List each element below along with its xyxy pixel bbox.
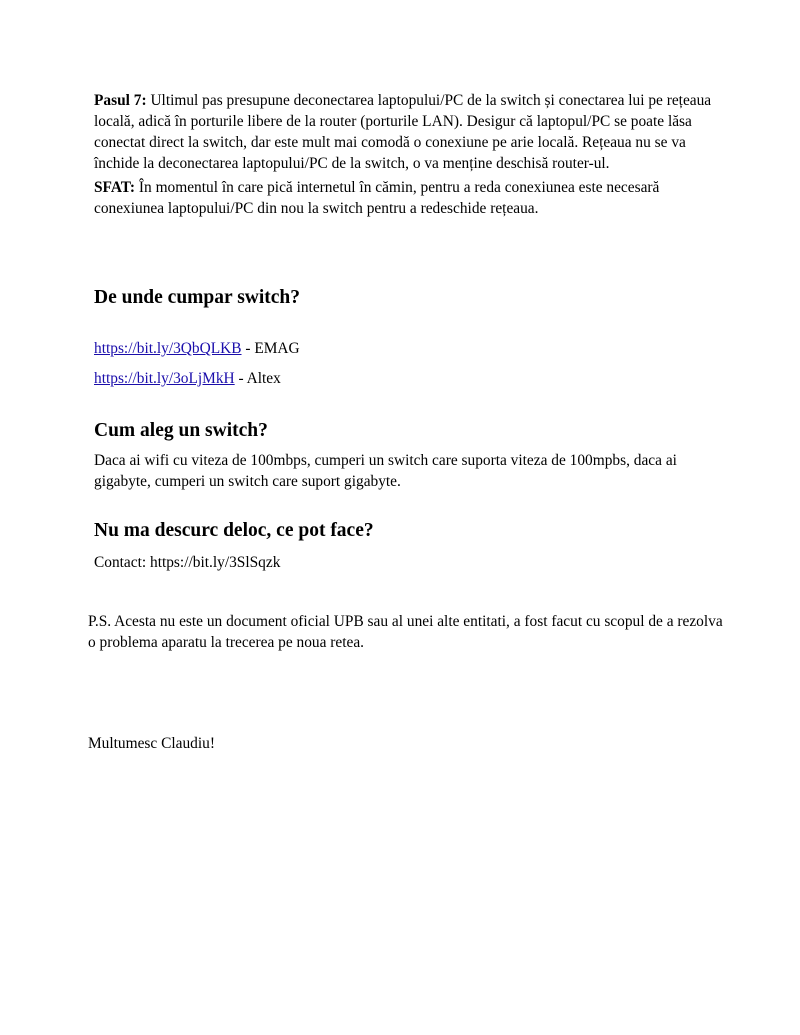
tip-label: SFAT: — [94, 179, 136, 196]
help-heading: Nu ma descurc deloc, ce pot face? — [94, 520, 374, 541]
tip-text: În momentul în care pică internetul în cămin, pentru a reda conexiunea este necesară conexiunea laptopului/PC din nou la switch pentru a redeschide rețeaua. — [94, 179, 660, 217]
step7-label: Pasul 7: — [94, 92, 147, 109]
thanks-text: Multumesc Claudiu! — [88, 735, 215, 752]
where-to-buy-heading: De unde cumpar switch? — [94, 287, 301, 308]
contact-line — [94, 552, 280, 573]
step7-text: Ultimul pas presupune deconectarea laptopului/PC de la switch și conectarea lui pe rețeaua locală, adică în porturile libere de la router (porturile LAN). Desigur că laptopul/PC se poate lăsa conectat direct la switch, dar este mult mai comodă o conexiune pe arie locală. Rețeaua nu se va închide la deconectarea laptopului/PC de la switch, o va menține deschisă router-ul. — [94, 92, 712, 172]
altex-link[interactable]: https://bit.ly/3oLjMkH — [94, 370, 235, 387]
contact-text: Contact: https://bit.ly/3SlSqzk — [94, 554, 281, 571]
how-to-choose-text: Daca ai wifi cu viteza de 100mbps, cumperi un switch care suporta viteza de 100mpbs, daca ai gigabyte, cumperi un switch care suport gigabyte. — [94, 452, 677, 490]
how-to-choose-heading: Cum aleg un switch? — [94, 420, 268, 441]
altex-suffix: - Altex — [234, 370, 281, 387]
tip-paragraph — [94, 177, 724, 219]
link-line-emag — [94, 338, 300, 359]
ps-text: P.S. Acesta nu este un document oficial UPB sau al unei alte entitati, a fost facut cu scopul de a rezolva o problema aparatu la trecerea pe noua retea. — [88, 613, 723, 651]
emag-link[interactable]: https://bit.ly/3QbQLKB — [94, 340, 242, 357]
how-to-choose-paragraph — [94, 450, 724, 492]
thanks-line — [88, 733, 215, 754]
step7-paragraph — [94, 90, 724, 174]
emag-suffix: - EMAG — [241, 340, 300, 357]
link-line-altex — [94, 368, 281, 389]
ps-paragraph — [88, 611, 728, 653]
